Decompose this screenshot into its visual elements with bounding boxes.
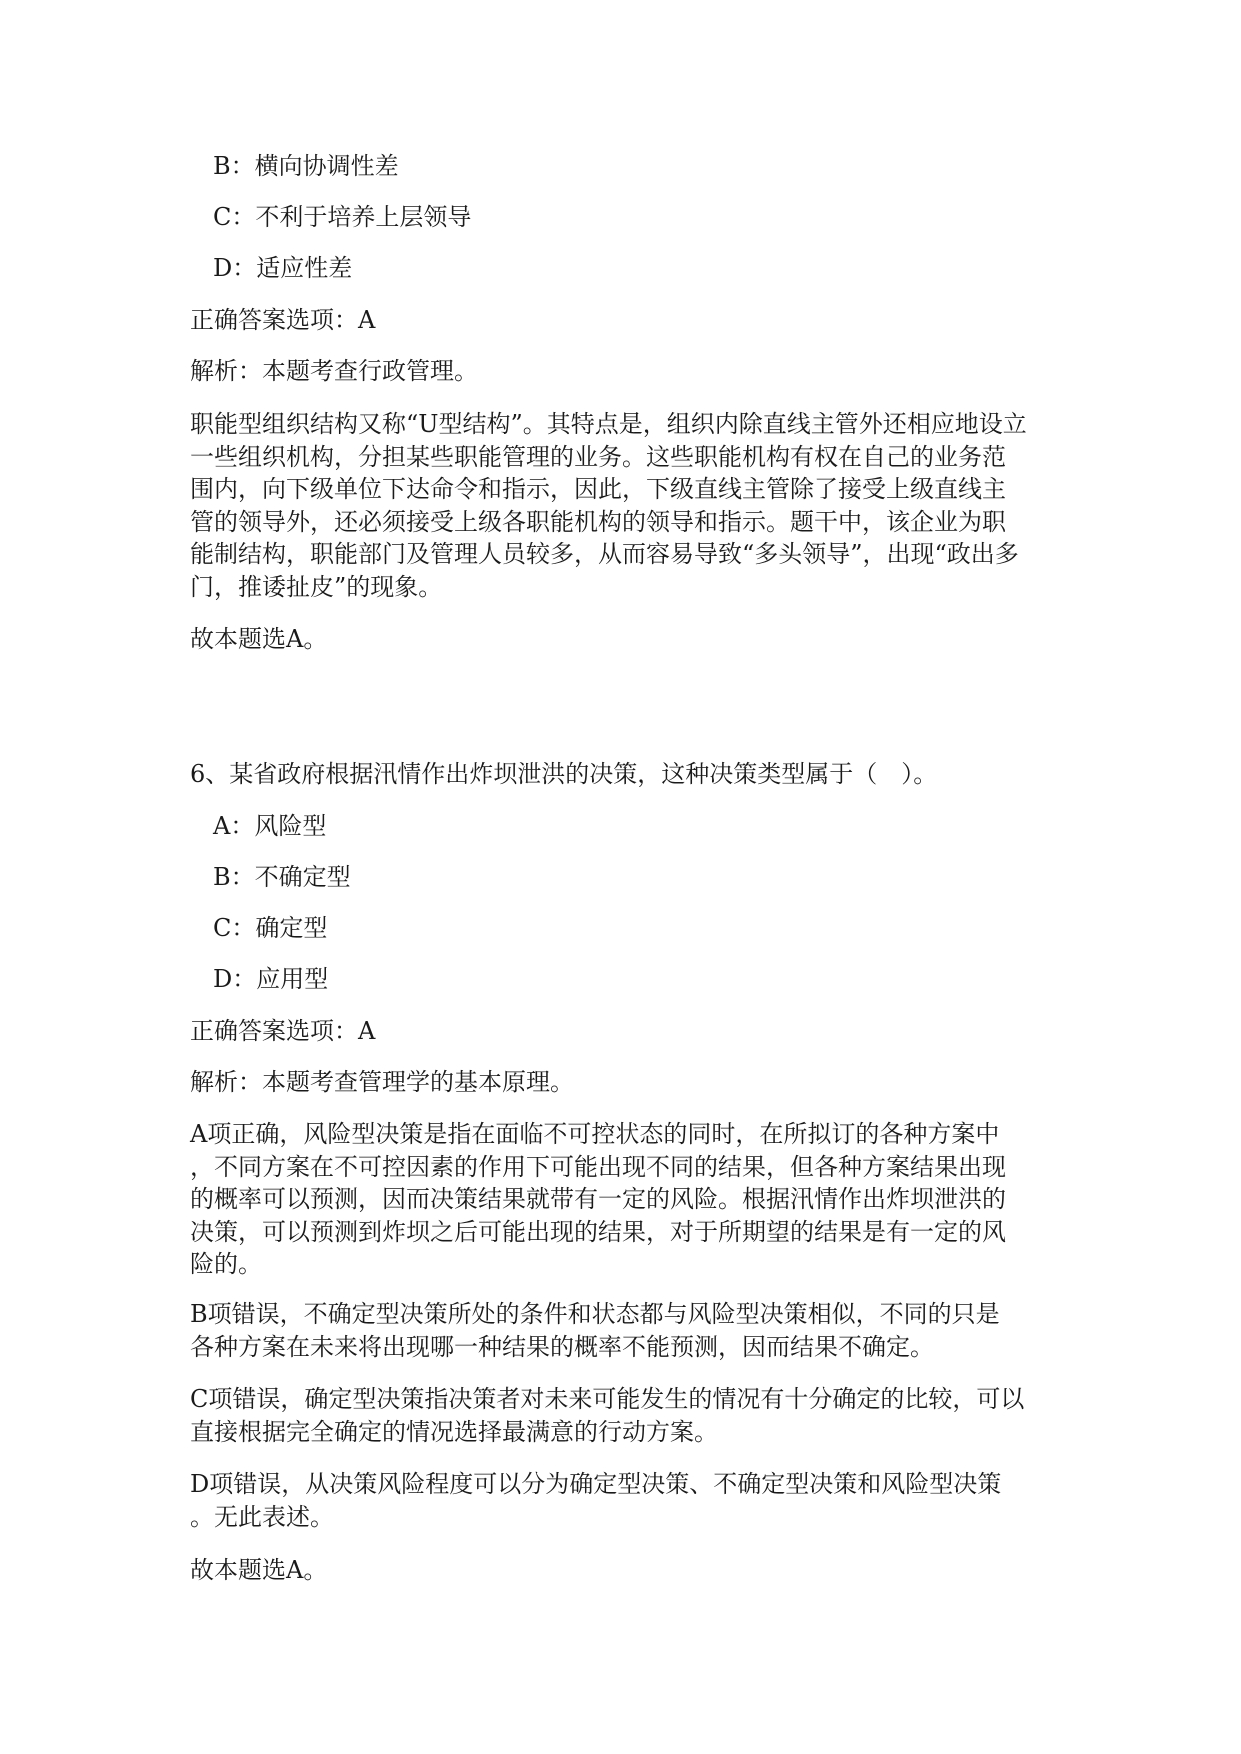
q6-option-c: C：确定型 xyxy=(213,914,328,942)
q5-analysis-body: 职能型组织结构又称“U型结构”。其特点是，组织内除直线主管外还相应地设立 一些组织机构，分担某些职能管理的业务。这些职能机构有权在自己的业务范 围内，向下级单位下达命令和指示，因此，下级直线主管除了接受上级直线主 管的领导外，还必须接受上级各职能机构的领导和指示。题干中，该企业为职 能制结构，职能部门及管理人员较多，从而容易导致“多头领导”，出现“政出多 门，推诿扯皮”的现象。 xyxy=(190,410,1027,601)
q5-analysis-intro: 解析：本题考查行政管理。 xyxy=(190,357,478,385)
q6-stem: 6、某省政府根据汛情作出炸坝泄洪的决策，这种决策类型属于（ ）。 xyxy=(190,760,938,788)
q5-answer: 正确答案选项：A xyxy=(190,306,376,334)
q6-analysis-option-b: B项错误，不确定型决策所处的条件和状态都与风险型决策相似，不同的只是 各种方案在未来将出现哪一种结果的概率不能预测，因而结果不确定。 xyxy=(190,1300,1000,1361)
q6-conclusion: 故本题选A。 xyxy=(190,1556,328,1584)
q6-analysis-option-d: D项错误，从决策风险程度可以分为确定型决策、不确定型决策和风险型决策 。无此表述。 xyxy=(190,1470,1002,1531)
q6-analysis-option-a: A项正确，风险型决策是指在面临不可控状态的同时，在所拟订的各种方案中 ，不同方案在不可控因素的作用下可能出现不同的结果，但各种方案结果出现 的概率可以预测，因而决策结果就带有一定的风险。根据汛情作出炸坝泄洪的 决策，可以预测到炸坝之后可能出现的结果，对于所期望的结果是有一定的风 险的。 xyxy=(190,1120,1006,1279)
q6-analysis-option-c: C项错误，确定型决策指决策者对未来可能发生的情况有十分确定的比较，可以 直接根据完全确定的情况选择最满意的行动方案。 xyxy=(190,1385,1025,1446)
q6-analysis-intro: 解析：本题考查管理学的基本原理。 xyxy=(190,1068,574,1096)
q6-answer: 正确答案选项：A xyxy=(190,1017,376,1045)
q5-option-c: C：不利于培养上层领导 xyxy=(213,203,472,231)
q6-option-a: A：风险型 xyxy=(213,812,327,840)
q5-conclusion: 故本题选A。 xyxy=(190,625,328,653)
q5-option-d: D：适应性差 xyxy=(213,254,353,282)
q6-option-d: D：应用型 xyxy=(213,965,329,993)
q6-option-b: B：不确定型 xyxy=(213,863,351,891)
q5-option-b: B：横向协调性差 xyxy=(213,152,399,180)
